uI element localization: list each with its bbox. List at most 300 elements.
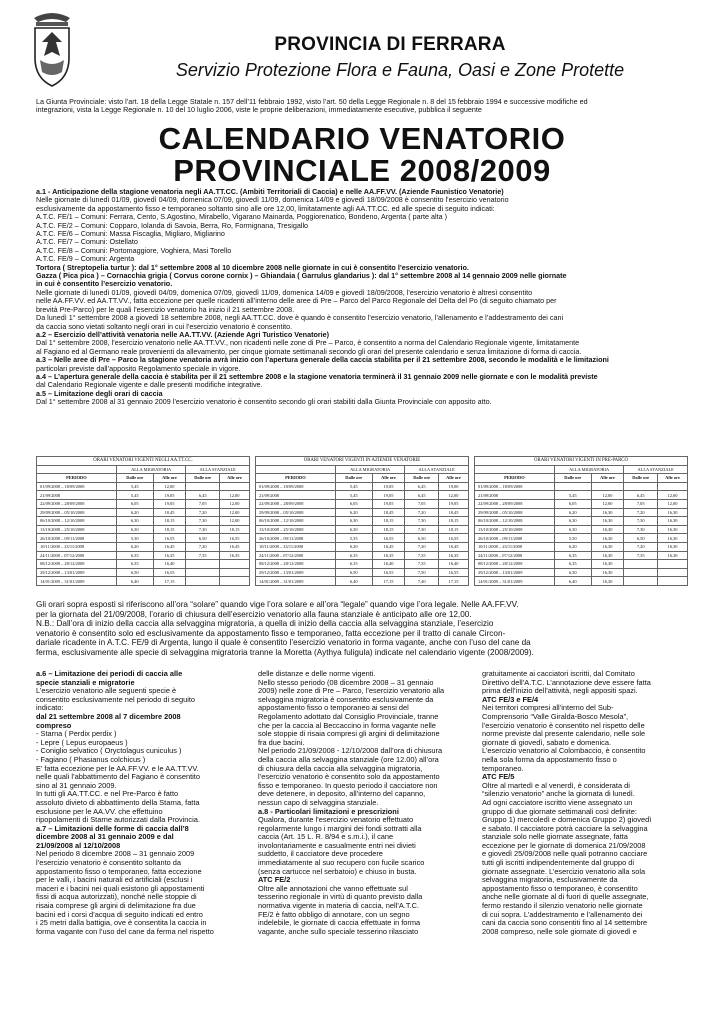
text-line: ATC FE/3 e FE/4 [482, 695, 539, 704]
text-line: risaia comprese gli argini di delimitazione fra due [36, 902, 196, 911]
table-cell: 14/01/2009 – 31/01/2009 [256, 577, 336, 586]
table-cell: 16,55 [372, 534, 405, 543]
table-cell: 12,00 [591, 491, 624, 500]
table-cell: 6,20 [116, 542, 153, 551]
text-line: indelebile, le giornate di caccia effettuate in forma [258, 919, 421, 928]
table-cell [658, 482, 688, 491]
notes-section [36, 600, 688, 658]
text-line: consentito esclusivamente nel periodo di seguito [36, 695, 195, 704]
table-cell: 08/12/2008 – 28/12/2008 [37, 560, 117, 569]
table-cell: 17,15 [153, 577, 186, 586]
table-cell: 6,50 [405, 534, 439, 543]
table-column-header: Dalle ore [186, 474, 220, 483]
text-line: A.T.C. FE/6 – Comuni: Massa Fiscaglia, Migliaro, Migliarino [36, 230, 225, 239]
text-line: Gruppo 1) mercoledì e domenica Gruppo 2) giovedì [482, 816, 652, 825]
text-line: a.2 – Esercizio dell’attività venatoria nelle AA.TT.VV. (Aziende Agri Turistico Venatorie) [36, 330, 330, 339]
table-cell: 12,00 [439, 491, 469, 500]
table-row [256, 534, 469, 543]
text-line: L’esercizio venatorio alle seguenti specie è [36, 687, 177, 696]
table-row [475, 542, 688, 551]
table-row [475, 517, 688, 526]
table-row [256, 517, 469, 526]
text-line: a.8 - Particolari limitazioni e prescrizioni [258, 807, 399, 816]
table-column-header: Alle ore [372, 474, 405, 483]
text-line: prima dell’inizio dell’attività, negli appositi spazi. [482, 687, 638, 696]
text-line: che per la caccia al Beccaccino in forma vagante nelle [258, 721, 436, 730]
table-row [37, 551, 250, 560]
table-cell: 6,50 [554, 568, 591, 577]
table-row [475, 525, 688, 534]
table-cell: 10/11/2008 – 23/11/2008 [256, 542, 336, 551]
table-cell: 6,50 [116, 568, 153, 577]
table-column-header: PERIODO [37, 474, 117, 483]
table-row [37, 508, 250, 517]
text-line: Oltre alle annotazioni che vanno effettuate sul [258, 884, 408, 893]
table-cell: 18,15 [220, 525, 250, 534]
table-cell: 7,30 [186, 525, 220, 534]
table-row [256, 551, 469, 560]
table-cell: 13/10/2008 – 25/10/2008 [256, 525, 336, 534]
table-cell: 18,15 [153, 517, 186, 526]
table-title: ORARI VENATORI VIGENTI IN PRE-PARCO [475, 457, 688, 466]
table-row [37, 534, 250, 543]
table-cell: 7,05 [624, 499, 658, 508]
table-cell: 16,35 [439, 551, 469, 560]
table-row [475, 491, 688, 500]
table-cell: 18,15 [372, 525, 405, 534]
table-cell: 6,50 [624, 534, 658, 543]
text-line: e sabato. Il cacciatore potrà cacciare la selvaggina [482, 824, 648, 833]
table-cell: 6,50 [335, 568, 372, 577]
table-cell: 12,00 [220, 517, 250, 526]
table-cell: 6,20 [116, 508, 153, 517]
table-cell: 6,45 [624, 491, 658, 500]
text-line: Nello stesso periodo (08 dicembre 2008 – 31 gennaio [258, 678, 434, 687]
hours-table [474, 456, 688, 586]
text-line: i 25 metri dalla battigia, ove è consentita la caccia in [36, 919, 207, 928]
table-cell [591, 482, 624, 491]
table-row [37, 560, 250, 569]
text-line: involontariamente e casualmente entri nei divieti [258, 841, 416, 850]
table-cell: 5,45 [554, 491, 591, 500]
table-cell: 06/10/2008 – 12/10/2008 [475, 517, 555, 526]
text-line: fisso e temporaneo. In questo periodo il cacciatore non [258, 781, 438, 790]
table-cell: 6,35 [554, 560, 591, 569]
table-cell: 21/09/2008 [37, 491, 117, 500]
table-cell [658, 568, 688, 577]
table-cell: 6,40 [335, 577, 372, 586]
table-cell [186, 577, 220, 586]
text-line: di cui sopra. L’addestramento e l’allenamento dei [482, 910, 643, 919]
table-cell [220, 577, 250, 586]
text-line: appostamento fisso o temporaneo, è consentito [482, 884, 638, 893]
table-cell: 21/09/2008 [475, 491, 555, 500]
table-column-header: Alle ore [220, 474, 250, 483]
table-cell: 19,05 [439, 499, 469, 508]
main-title-line-2: PROVINCIALE 2008/2009 [173, 153, 551, 188]
text-line: l’esercizio venatorio è consentito nel rispetto delle [482, 721, 645, 730]
text-line: per le valli, i bacini naturali ed artificiali (esclusi i [36, 876, 193, 885]
text-line: dicembre 2008 al 31 gennaio 2009 e dal [36, 833, 174, 842]
text-line: nelle AA.FF.VV. ed AA.TT.VV., fatta eccezione per quelle ricadenti all’interno delle aree di Pre – Parco del Parco Regionale del Delta del Po (di seguito chiamato per [36, 297, 557, 306]
table-row [37, 577, 250, 586]
text-line: ferma, esclusivamente alle specie di selvaggina migratoria tranne la Moretta (Aythya fuligula) indicate nel calendario vigente (2008/2009). [36, 647, 534, 657]
table-preparco [474, 456, 688, 586]
table-cell: 16,55 [153, 534, 186, 543]
table-cell: 18,45 [153, 508, 186, 517]
table-cell: 12,00 [658, 491, 688, 500]
text-line: Nel periodo 8 dicembre 2008 – 31 gennaio 2009 [36, 850, 195, 859]
table-column-header: Alle ore [591, 474, 624, 483]
table-cell: 16,30 [658, 542, 688, 551]
text-line: dal Calendario Regionale vigente e dalle presenti modifiche integrative. [36, 381, 263, 390]
table-cell: 18,15 [372, 517, 405, 526]
text-line: a.4 – L’apertura generale della caccia è stabilita per il 21 settembre 2008 e la stagione venatoria terminerà il 31 gennaio 2009 nelle giornate e con le modalità previste [36, 372, 598, 381]
text-line: l’esercizio venatorio è consentito solo da appostamento [258, 773, 440, 782]
table-cell: 7,35 [405, 551, 439, 560]
table-cell: 18,15 [439, 517, 469, 526]
table-row [256, 499, 469, 508]
text-line: tutti gli iscritti indipendentemente dal gruppo di [482, 859, 635, 868]
text-line: - Coniglio selvatico ( Oryctolagus cuniculus ) [36, 747, 182, 756]
table-cell: 7,20 [405, 508, 439, 517]
table-row [256, 577, 469, 586]
text-line: - Fagiano ( Phasianus colchicus ) [36, 755, 146, 764]
text-line: a.7 – Limitazioni delle forme di caccia dall’8 [36, 824, 189, 833]
table-cell: 18,45 [439, 508, 469, 517]
table-cell [220, 560, 250, 569]
table-cell: 06/10/2008 – 12/10/2008 [37, 517, 117, 526]
table-row [475, 508, 688, 517]
table-row [475, 482, 688, 491]
text-line: 21/09/2008 al 12/10/2008 [36, 841, 121, 850]
main-title-line-1: CALENDARIO VENATORIO [158, 121, 566, 156]
table-cell: 6,35 [116, 560, 153, 569]
table-cell [658, 560, 688, 569]
table-group-header: ALLA MIGRATORIA [554, 465, 624, 474]
table-column-header: Alle ore [658, 474, 688, 483]
table-cell [624, 577, 658, 586]
province-title: PROVINCIA DI FERRARA [274, 34, 506, 55]
text-line: suddetto, il cacciatore deve procedere [258, 850, 383, 859]
table-title: ORARI VENATORI VIGENTI IN AZIENDE VENATORIE [256, 457, 469, 466]
province-crest-icon [26, 8, 78, 96]
table-cell: 6,40 [554, 577, 591, 586]
table-column-header: Dalle ore [554, 474, 591, 483]
table-row [475, 568, 688, 577]
table-cell: 10/11/2008 – 23/11/2008 [475, 542, 555, 551]
table-cell: 16,35 [220, 551, 250, 560]
text-line: Ad ogni cacciatore iscritto viene assegnato un [482, 798, 633, 807]
table-cell: 16,45 [372, 542, 405, 551]
table-cell: 16,30 [658, 534, 688, 543]
text-line: Regolamento adottato dal Consiglio Provinciale, tranne [258, 712, 439, 721]
text-line: gruppo di due giornate settimanali così definite: [482, 807, 637, 816]
table-cell: 6,30 [554, 517, 591, 526]
text-line: venatorio è consentito solo ed esclusivamente da appostamento fisso e temporaneo, fatta eccezione per il tratto di canale Circon- [36, 628, 506, 638]
text-line: Direttivo dell’A.T.C. L’annotazione deve essere fatta [482, 678, 651, 687]
text-line: a.3 – Nelle aree di Pre – Parco la stagione venatoria avrà inizio con l’apertura generale della caccia stabilita per il 21 settembre 2008, secondo le modalità e le limitazioni [36, 356, 609, 365]
table-cell: 7,20 [405, 542, 439, 551]
service-subtitle: Servizio Protezione Flora e Fauna, Oasi e Zone Protette [175, 60, 625, 80]
table-cell: 6,05 [554, 499, 591, 508]
table-cell: 08/12/2008 – 28/12/2008 [475, 560, 555, 569]
table-row [256, 525, 469, 534]
table-column-header: Dalle ore [335, 474, 372, 483]
text-line: A.T.C. FE/8 – Comuni: Portomaggiore, Voghiera, Masi Torello [36, 246, 232, 255]
table-row [37, 525, 250, 534]
table-cell: 6,30 [335, 517, 372, 526]
text-line: N.B.: Dall’ora di inizio della caccia alla selvaggina migratoria, a quella di inizio della caccia alla selvaggina stanziale, l’esercizio [36, 619, 494, 629]
text-line: di chiusura della caccia alla selvaggina migratoria, [258, 764, 423, 773]
table-cell [186, 560, 220, 569]
table-cell: 5,35 [335, 534, 372, 543]
table-cell: 16,30 [591, 542, 624, 551]
table-group-header: ALLA MIGRATORIA [335, 465, 405, 474]
table-row [37, 568, 250, 577]
text-line: bacini ed i corsi d’acqua di seguito indicati ed entro [36, 910, 203, 919]
table-cell: 16,30 [658, 551, 688, 560]
table-cell: 12,00 [658, 499, 688, 508]
text-line: A.T.C. FE/2 – Comuni: Copparo, Iolanda di Savoia, Berra, Ro, Formignana, Tresigallo [36, 221, 309, 230]
table-cell: 16,30 [658, 525, 688, 534]
table-cell: 5,45 [335, 482, 372, 491]
table-cell: 16,30 [658, 508, 688, 517]
table-cell [624, 482, 658, 491]
table-cell: 6,35 [335, 551, 372, 560]
table-cell: 7,30 [624, 525, 658, 534]
table-cell: 7,50 [405, 568, 439, 577]
table-cell: 7,05 [186, 499, 220, 508]
text-line: Gazza ( Pica pica ) – Cornacchia grigia ( Corvus corone cornix ) – Ghiandaia ( Garrulus glandarius ): dal 1° settembre 2008 al 14 gennaio 2009 nelle giornate [36, 272, 567, 281]
table-cell: 16,30 [591, 551, 624, 560]
text-line: Nelle giornate di lunedì 01/09, giovedì 04/09, domenica 07/09, giovedì 11/09, domenica 14/09 e giovedì 18/09/2008 è consentito l’esercizio venatorio [36, 196, 509, 205]
text-line: in cui è consentito l’esercizio venatorio. [36, 280, 173, 289]
table-column-header: Dalle ore [116, 474, 153, 483]
table-column-header: Alle ore [439, 474, 469, 483]
text-line: giornate assegnate. L’esercizio venatorio alla sola [482, 867, 646, 876]
text-line: vagante, anche sullo speciale tesserino rilasciato [258, 927, 419, 936]
text-line: immediatamente al suo recupero con fucile scarico [258, 859, 425, 868]
text-line: “silenzio venatorio” anche la giornata di lunedì. [482, 790, 635, 799]
table-cell: 08/12/2008 – 28/12/2008 [256, 560, 336, 569]
text-line: normativa vigente in materia di caccia, nell’A.T.C. [258, 902, 420, 911]
hours-table [255, 456, 469, 586]
table-cell: 13/10/2008 – 25/10/2008 [475, 525, 555, 534]
table-cell: 5,45 [116, 491, 153, 500]
text-line: giornate di giovedì, sabato e domenica. [482, 738, 612, 747]
table-cell: 06/10/2008 – 12/10/2008 [256, 517, 336, 526]
table-cell: 19,05 [153, 499, 186, 508]
table-cell: 7,20 [186, 508, 220, 517]
table-cell: 16,30 [591, 577, 624, 586]
table-cell: 7,30 [624, 517, 658, 526]
table-cell: 12,00 [220, 499, 250, 508]
table-row [256, 542, 469, 551]
table-cell: 7,05 [405, 499, 439, 508]
table-cell: 6,45 [186, 491, 220, 500]
table-cell: 7,20 [624, 542, 658, 551]
table-cell: 6,35 [335, 560, 372, 569]
table-row [37, 482, 250, 491]
text-line: A.T.C. FE/9 – Comuni: Argenta [36, 255, 135, 264]
table-column-header: PERIODO [256, 474, 336, 483]
intro-paragraph [36, 98, 688, 115]
table-cell: 6,45 [405, 491, 439, 500]
text-line: regolarmente lungo i margini dei fondi sottratti alla [258, 824, 422, 833]
text-line: caccia (Art. 15 L. R. 8/94 e s.m.i.), il cane [258, 833, 394, 842]
text-line: Nelle giornate di lunedì 01/09, giovedì 04/09, domenica 07/09, giovedì 11/09, domenica 14/09 e giovedì 18/09/2008, l’esercizio venatorio è altresì consentito [36, 288, 533, 297]
table-cell: 16,35 [153, 551, 186, 560]
text-line: ripopolamenti di Starne autorizzati dalla Provincia. [36, 816, 200, 825]
text-line: norme previste dal presente calendario, nelle sole [482, 730, 646, 739]
text-line: - Lepre ( Lepus europaeus ) [36, 738, 128, 747]
table-row [475, 534, 688, 543]
table-cell: 6,30 [116, 517, 153, 526]
table-cell: 01/09/2008 – 18/09/2008 [256, 482, 336, 491]
text-line: specie stanziali e migratorie [36, 678, 135, 687]
text-line: 2009) nelle zone di Pre – Parco, l’esercizio venatorio alla [258, 687, 445, 696]
text-line: maceri e i bacini nei quali esistono gli appostamenti [36, 884, 205, 893]
table-cell: 6,20 [335, 508, 372, 517]
table-cell: 01/09/2008 – 18/09/2008 [37, 482, 117, 491]
table-cell: 5,45 [335, 491, 372, 500]
text-line: tesserino regionale in virtù di quanto previsto dalla [258, 893, 423, 902]
text-line: appostamento fisso o temporaneo ai sensi del [258, 704, 409, 713]
text-line: Nel periodo 21/09/2008 - 12/10/2008 dall’ora di chiusura [258, 747, 443, 756]
table-cell [475, 465, 555, 474]
table-cell: 29/09/2008 – 05/10/2008 [256, 508, 336, 517]
table-column-header: Dalle ore [624, 474, 658, 483]
text-line: stanziale solo nelle giornate assegnate, fatta [482, 833, 628, 842]
text-line: assoluto divieto di abbattimento della Starna, fatta [36, 798, 200, 807]
table-cell: 12,00 [153, 482, 186, 491]
table-cell: 16,30 [591, 568, 624, 577]
text-line: per la giornata del 21/09/2008, l’orario di chiusura dell’esercizio venatorio alla fauna stanziale è anticipato alle ore 12,00. [36, 609, 472, 619]
text-line: forma vagante con l’uso del cane da ferma nel rispetto [36, 927, 214, 936]
table-cell: 7,30 [405, 525, 439, 534]
text-line: fra due bacini. [258, 738, 305, 747]
table-cell: 16,55 [220, 534, 250, 543]
table-cell: 12,00 [220, 508, 250, 517]
text-line: nelle quali l’abbattimento del Fagiano è consentito [36, 773, 200, 782]
table-aziende [255, 456, 469, 586]
table-cell: 5,30 [116, 534, 153, 543]
table-cell: 16,40 [372, 560, 405, 569]
table-cell: 19,05 [372, 499, 405, 508]
table-cell: 13/10/2008 – 25/10/2008 [37, 525, 117, 534]
table-cell: 16,55 [153, 568, 186, 577]
text-line: deve detenere, in deposito, all’interno del capanno, [258, 790, 426, 799]
text-column-right [482, 670, 688, 936]
text-line: anche nelle giornate al di fuori di quelle assegnate, [482, 893, 649, 902]
text-line: gratuitamente ai cacciatori iscritti, dal Comitato [482, 670, 635, 678]
table-row [37, 542, 250, 551]
table-cell: 6,45 [405, 482, 439, 491]
text-line: della caccia alla selvaggina stanziale (ore 12.00) all’ora [258, 755, 439, 764]
table-cell: 6,20 [554, 542, 591, 551]
text-line: FE/2 è fatto obbligo di annotare, con un segno [258, 910, 410, 919]
hours-table [36, 456, 250, 586]
text-line: fissi di acqua autorizzati), nonché nelle stoppie di [36, 893, 197, 902]
text-column-middle [258, 670, 464, 936]
table-cell [658, 577, 688, 586]
table-group-header: ALLA STANZIALE [405, 465, 469, 474]
table-row [256, 568, 469, 577]
text-line: sole stoppie di risaia compresi gli argini di delimitazione [258, 730, 440, 739]
table-cell: 6,30 [554, 525, 591, 534]
table-cell: 16,55 [439, 534, 469, 543]
table-row [475, 577, 688, 586]
table-row [256, 491, 469, 500]
text-line: dal 21 settembre 2008 al 7 dicembre 2008 [36, 712, 181, 721]
table-cell: 6,20 [554, 508, 591, 517]
text-line: Oltre al martedì e al venerdì, è considerata di [482, 781, 630, 790]
intro-line: integrazioni, vista la Legge Regionale n. 10 del 10 luglio 2006, viste le proprie deliberazioni, immediatamente esecutive, pubblica il seguente [36, 106, 482, 115]
table-cell [624, 568, 658, 577]
table-cell: 6,40 [116, 577, 153, 586]
table-cell: 7,35 [624, 551, 658, 560]
text-line: nella sola forma da appostamento fisso o [482, 755, 617, 764]
table-column-header: Alle ore [153, 474, 186, 483]
text-line: indicato: [36, 704, 64, 713]
text-line: - Starna ( Perdix perdix ) [36, 730, 117, 739]
table-cell: 24/11/2008 – 07/12/2008 [37, 551, 117, 560]
text-line: cani da caccia sono consentiti fino al 14 settembre [482, 919, 648, 928]
table-group-header: ALLA STANZIALE [186, 465, 250, 474]
table-cell: 6,05 [116, 499, 153, 508]
text-line: ATC FE/2 [258, 876, 291, 885]
table-cell: 26/10/2008 – 09/11/2008 [256, 534, 336, 543]
table-cell: 19,00 [439, 482, 469, 491]
table-cell: 16,40 [153, 560, 186, 569]
text-line: particolari previste dall’apposito Regolamento speciale in vigore. [36, 364, 241, 373]
table-cell: 16,45 [220, 542, 250, 551]
table-cell: 29/12/2008 – 13/01/2009 [256, 568, 336, 577]
table-atc [36, 456, 250, 586]
table-cell [554, 482, 591, 491]
table-row [475, 499, 688, 508]
table-row [256, 560, 469, 569]
intro-line: La Giunta Provinciale: visto l’art. 18 della Legge Statale n. 157 dell’11 febbraio 1992, visto l’art. 50 della Legge Regionale n. 8 del 15 febbraio 1994 e successive modifiche ed [36, 98, 588, 106]
text-line: Da lunedì 1° settembre 2008 a giovedì 18 settembre 2008, negli AA.TT.CC. dove è quando è consentito l’esercizio venatorio, l’allenamento e l’addestramento dei cani [36, 314, 564, 323]
text-line: dariale ricadente in A.T.C. FE/9 di Argenta, lungo il quale è consentito l’esercizio venatorio in forma vagante, anche con l’uso del cane da [36, 638, 531, 648]
text-line: a.5 – Limitazione degli orari di caccia [36, 389, 163, 398]
table-cell: 14/01/2009 – 31/01/2009 [37, 577, 117, 586]
table-cell: 16,55 [439, 568, 469, 577]
table-cell [186, 482, 220, 491]
text-line: selvaggina migratoria è consentito esclusivamente da [258, 695, 434, 704]
table-cell: 19,05 [372, 482, 405, 491]
table-cell: 5,45 [116, 482, 153, 491]
table-cell: 17,15 [439, 577, 469, 586]
text-line: Comprensorio “Valle Giralda-Bosco Mesola”, [482, 712, 629, 721]
text-line: e giovedì 25/09/2008 nelle quali potranno cacciare [482, 850, 648, 859]
table-cell: 7,40 [405, 577, 439, 586]
table-row [37, 499, 250, 508]
table-title: ORARI VENATORI VIGENTI NEGLI AA.TT.CC. [37, 457, 250, 466]
table-cell: 17,15 [372, 577, 405, 586]
table-row [475, 560, 688, 569]
text-line: eccezione per le giornate di domenica 21/09/2008 [482, 841, 646, 850]
table-cell [624, 560, 658, 569]
text-line: Dal 1° settembre 2008, l’esercizio venatorio nelle AA.TT.VV., non ricadenti nelle zone di Pre – Parco, è consentito a norma del Calendario Regionale vigente, limitatamente [36, 339, 580, 348]
table-cell: 24/11/2008 – 07/12/2008 [475, 551, 555, 560]
table-cell: 16,30 [658, 517, 688, 526]
text-line: da caccia sono vietati soltanto negli orari in cui l’esercizio venatorio è consentito. [36, 322, 293, 331]
text-line: Gli orari sopra esposti si riferiscono all’ora “solare” quando vige l’ora solare e all’ora “legale” quando vige l’ora legale. Nelle AA.FF.VV. [36, 600, 519, 609]
table-cell [220, 568, 250, 577]
